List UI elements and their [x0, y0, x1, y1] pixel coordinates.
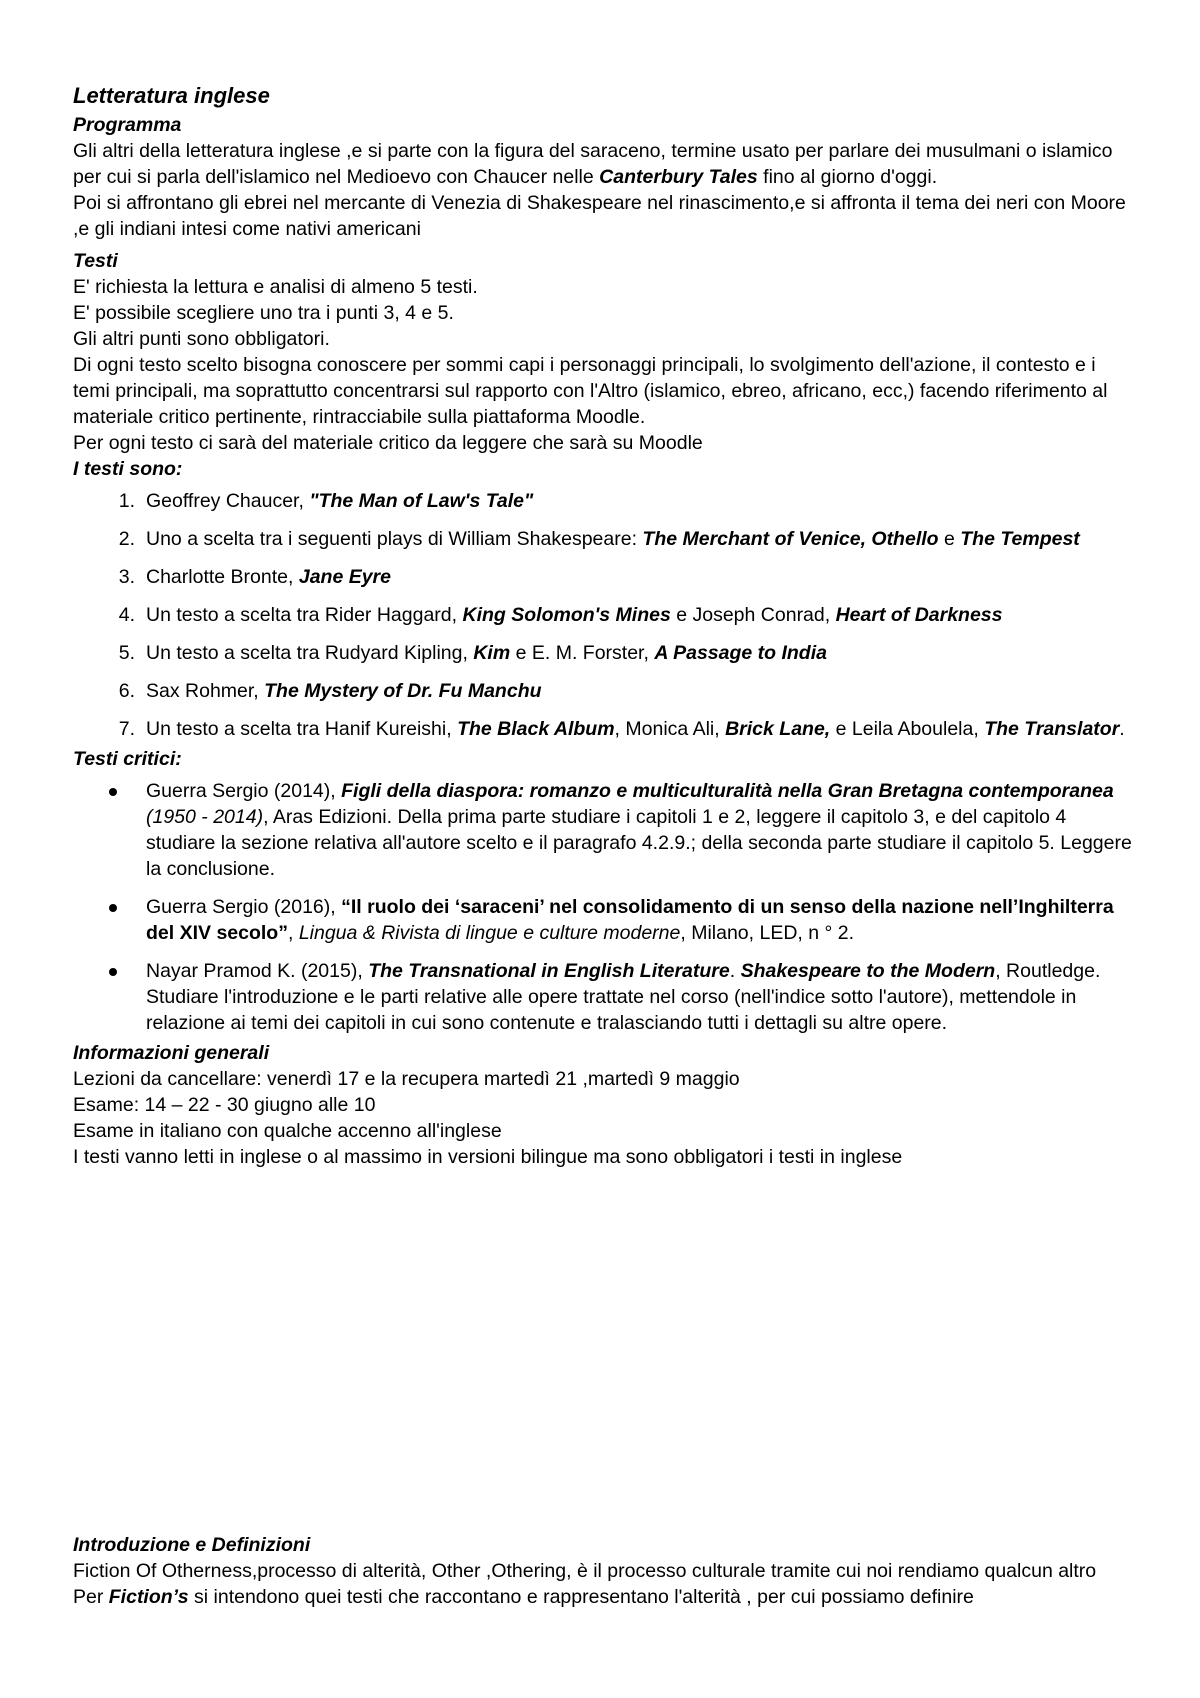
info-heading: Informazioni generali	[73, 1042, 270, 1064]
intro-line-2: Per Fiction’s si intendono quei testi che raccontano e rappresentano l'alterità , per cui possiamo definire	[73, 1586, 974, 1608]
list-item: 6. Sax Rohmer, The Mystery of Dr. Fu Manchu	[118, 680, 542, 702]
list-item: 7. Un testo a scelta tra Hanif Kureishi, The Black Album, Monica Ali, Brick Lane, e Leila Aboulela, The Translator.	[118, 718, 1125, 740]
list-item: 2. Uno a scelta tra i seguenti plays di William Shakespeare: The Merchant of Venice, Othello e The Tempest	[118, 528, 1080, 550]
testi-line: Gli altri punti sono obbligatori.	[73, 328, 330, 350]
programma-heading: Programma	[73, 114, 182, 136]
intro-heading: Introduzione e Definizioni	[73, 1534, 311, 1556]
testi-line: E' richiesta la lettura e analisi di almeno 5 testi.	[73, 276, 478, 298]
list-item: Nayar Pramod K. (2015), The Transnational in English Literature. Shakespeare to the Modern, Routledge. Studiare l'introduzione e le parti relative alle opere trattate nel corso (nell'indice sotto l'autore), mettendole in relazione ai temi dei capitoli in cui sono contenute e tralasciando tutti i dettagli su altre opere.	[73, 958, 1133, 1036]
list-item: 3. Charlotte Bronte, Jane Eyre	[118, 566, 391, 588]
canterbury-tales-title: Canterbury Tales	[599, 166, 758, 188]
bullet-icon	[109, 904, 117, 912]
info-line: Lezioni da cancellare: venerdì 17 e la recupera martedì 21 ,martedì 9 maggio	[73, 1068, 740, 1090]
bullet-icon	[109, 968, 117, 976]
testi-line: Per ogni testo ci sarà del materiale critico da leggere che sarà su Moodle	[73, 432, 703, 454]
list-item: 5. Un testo a scelta tra Rudyard Kipling, Kim e E. M. Forster, A Passage to India	[118, 642, 827, 664]
list-item: Guerra Sergio (2016), “Il ruolo dei ‘saraceni’ nel consolidamento di un senso della nazione nell’Inghilterra del XIV secolo”, Lingua & Rivista di lingue e culture moderne, Milano, LED, n ° 2.	[73, 894, 1133, 946]
intro-section	[73, 1532, 1133, 1610]
critici-heading: Testi critici:	[73, 748, 182, 770]
list-item: 4. Un testo a scelta tra Rider Haggard, King Solomon's Mines e Joseph Conrad, Heart of Darkness	[118, 604, 1003, 626]
info-line: Esame: 14 – 22 - 30 giugno alle 10	[73, 1094, 376, 1116]
programma-paragraph-1: Gli altri della letteratura inglese ,e si parte con la figura del saraceno, termine usato per parlare dei musulmani o islamico per cui si parla dell'islamico nel Medioevo con Chaucer nelle Canterbury Tales fino al giorno d'oggi.	[73, 140, 1113, 188]
testi-heading: Testi	[73, 250, 118, 272]
testi-list-heading: I testi sono:	[73, 458, 183, 480]
document-title: Letteratura inglese	[73, 83, 270, 108]
bullet-icon	[109, 788, 117, 796]
testi-line: Di ogni testo scelto bisogna conoscere per sommi capi i personaggi principali, lo svolgimento dell'azione, il contesto e i temi principali, ma soprattutto concentrarsi sul rapporto con l'Altro (islamico, ebreo, africano, ecc,) facendo riferimento al materiale critico pertinente, rintracciabile sulla piattaforma Moodle.	[73, 354, 1108, 428]
programma-paragraph-2: Poi si affrontano gli ebrei nel mercante di Venezia di Shakespeare nel rinascimento,e si affronta il tema dei neri con Moore ,e gli indiani intesi come nativi americani	[73, 192, 1126, 240]
info-line: I testi vanno letti in inglese o al massimo in versioni bilingue ma sono obbligatori i testi in inglese	[73, 1146, 903, 1168]
list-item: 1. Geoffrey Chaucer, "The Man of Law's Tale"	[118, 490, 534, 512]
testi-line: E' possibile scegliere uno tra i punti 3, 4 e 5.	[73, 302, 454, 324]
document-page	[73, 82, 1133, 1170]
intro-line-1: Fiction Of Otherness,processo di alterità, Other ,Othering, è il processo culturale tramite cui noi rendiamo qualcun altro	[73, 1560, 1097, 1582]
list-item: Guerra Sergio (2014), Figli della diaspora: romanzo e multiculturalità nella Gran Bretagna contemporanea (1950 - 2014), Aras Edizioni. Della prima parte studiare i capitoli 1 e 2, leggere il capitolo 3, e del capitolo 4 studiare la sezione relativa all'autore scelto e il paragrafo 4.2.9.; della seconda parte studiare il capitolo 5. Leggere la conclusione.	[73, 778, 1133, 882]
info-line: Esame in italiano con qualche accenno all'inglese	[73, 1120, 502, 1142]
testi-list	[73, 488, 1133, 742]
critici-list	[73, 778, 1133, 1036]
